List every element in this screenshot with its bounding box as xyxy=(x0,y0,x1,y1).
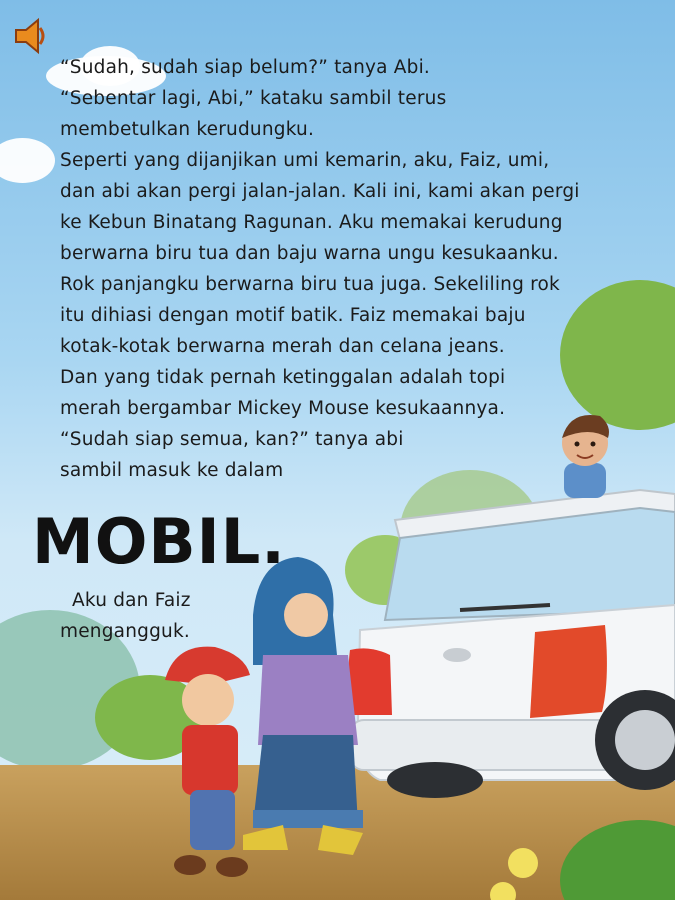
closing-line: Aku dan Faiz xyxy=(72,590,191,611)
story-line: dan abi akan pergi jalan-jalan. Kali ini, kami akan pergi xyxy=(60,181,580,202)
closing-line: mengangguk. xyxy=(60,621,190,642)
story-line: kotak-kotak berwarna merah dan celana jeans. xyxy=(60,336,505,357)
story-line: membetulkan kerudungku. xyxy=(60,119,315,140)
emphasis-word: MOBIL. xyxy=(32,505,286,578)
story-line: Dan yang tidak pernah ketinggalan adalah topi xyxy=(60,367,506,388)
story-line: Seperti yang dijanjikan umi kemarin, aku, Faiz, umi, xyxy=(60,150,550,171)
story-line: merah bergambar Mickey Mouse kesukaannya. xyxy=(60,398,506,419)
story-line: “Sudah, sudah siap belum?” tanya Abi. xyxy=(60,57,431,78)
story-line: “Sudah siap semua, kan?” tanya abi xyxy=(60,429,404,450)
story-line: ke Kebun Binatang Ragunan. Aku memakai kerudung xyxy=(60,212,563,233)
story-line: “Sebentar lagi, Abi,” kataku sambil terus xyxy=(60,88,447,109)
story-line: Rok panjangku berwarna biru tua juga. Sekeliling rok xyxy=(60,274,560,295)
story-line: itu dihiasi dengan motif batik. Faiz memakai baju xyxy=(60,305,526,326)
story-line: berwarna biru tua dan baju warna ungu kesukaanku. xyxy=(60,243,559,264)
story-line: sambil masuk ke dalam xyxy=(60,460,284,481)
